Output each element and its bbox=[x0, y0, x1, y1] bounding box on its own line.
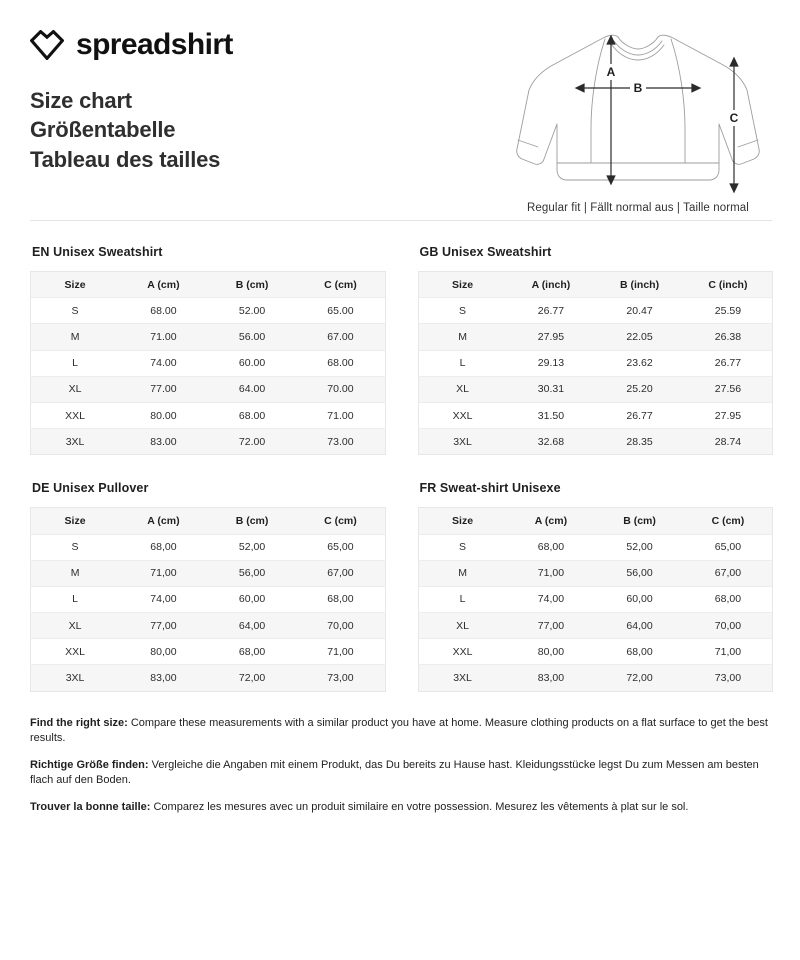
size-table-de bbox=[30, 507, 386, 691]
size-table-block-de bbox=[30, 481, 386, 691]
measure-label-c: C bbox=[729, 111, 739, 125]
table-row bbox=[31, 639, 386, 665]
header-left bbox=[30, 26, 233, 174]
column-header-a: A (cm) bbox=[119, 508, 208, 534]
page-title-en: Size chart bbox=[30, 88, 132, 113]
measuring-notes bbox=[0, 698, 800, 816]
table-row bbox=[418, 613, 773, 639]
cell-size: XXL bbox=[418, 402, 507, 428]
column-header-b: B (cm) bbox=[208, 272, 297, 298]
cell-b: 20.47 bbox=[595, 298, 684, 324]
header-right bbox=[504, 26, 772, 214]
cell-b: 26.77 bbox=[595, 402, 684, 428]
cell-c: 67,00 bbox=[684, 560, 773, 586]
column-header-c: C (cm) bbox=[296, 508, 385, 534]
column-header-b: B (cm) bbox=[208, 508, 297, 534]
cell-size: S bbox=[418, 534, 507, 560]
cell-size: M bbox=[418, 560, 507, 586]
page-title-de: Größentabelle bbox=[30, 117, 176, 143]
note-en-body: Compare these measurements with a similar product you have at home. Measure clothing products on a flat surface to get the best results. bbox=[30, 716, 768, 745]
cell-a: 32.68 bbox=[537, 435, 565, 448]
table-row bbox=[418, 350, 773, 376]
note-fr-lead: Trouver la bonne taille: bbox=[30, 801, 151, 814]
cell-b: 56,00 bbox=[208, 560, 297, 586]
cell-size: 3XL bbox=[453, 435, 472, 448]
cell-b: 28.35 bbox=[626, 435, 653, 448]
cell-a: 31.50 bbox=[507, 402, 596, 428]
page-title-fr: Tableau des tailles bbox=[30, 146, 221, 172]
cell-size: XL bbox=[31, 376, 120, 402]
cell-b: 56,00 bbox=[595, 560, 684, 586]
table-row bbox=[31, 665, 386, 691]
column-header-a: A (cm) bbox=[507, 508, 596, 534]
cell-c: 70,00 bbox=[296, 613, 385, 639]
cell-c: 27.56 bbox=[684, 376, 773, 402]
column-header-a: A (cm) bbox=[119, 272, 208, 298]
cell-b: 68,00 bbox=[208, 639, 297, 665]
cell-b: 52,00 bbox=[208, 534, 297, 560]
cell-size: XXL bbox=[31, 402, 120, 428]
size-table-title-en: EN Unisex Sweatshirt bbox=[32, 245, 163, 259]
cell-size: XL bbox=[31, 613, 120, 639]
table-row bbox=[418, 639, 773, 665]
cell-c: 68.00 bbox=[296, 350, 385, 376]
cell-size: XXL bbox=[418, 639, 507, 665]
cell-c: 67.00 bbox=[296, 324, 385, 350]
cell-a: 83,00 bbox=[537, 672, 565, 685]
cell-a: 71,00 bbox=[507, 560, 596, 586]
cell-b: 68.00 bbox=[208, 402, 297, 428]
cell-a: 27.95 bbox=[507, 324, 596, 350]
column-header-b: B (inch) bbox=[595, 272, 684, 298]
table-row bbox=[31, 560, 386, 586]
page-header bbox=[0, 0, 800, 212]
grid-spacer bbox=[30, 461, 386, 481]
cell-b: 60,00 bbox=[208, 586, 297, 612]
cell-b: 64,00 bbox=[208, 613, 297, 639]
table-row bbox=[418, 402, 773, 428]
cell-c: 68,00 bbox=[684, 586, 773, 612]
cell-c: 67,00 bbox=[296, 560, 385, 586]
note-de bbox=[30, 758, 770, 789]
table-row bbox=[31, 613, 386, 639]
cell-a: 26.77 bbox=[507, 298, 596, 324]
cell-b: 60,00 bbox=[595, 586, 684, 612]
size-table-gb bbox=[418, 271, 774, 455]
cell-size: M bbox=[31, 324, 120, 350]
cell-a: 68,00 bbox=[507, 534, 596, 560]
table-row bbox=[31, 350, 386, 376]
table-header-row bbox=[31, 272, 386, 298]
cell-a: 80.00 bbox=[119, 402, 208, 428]
cell-c: 65.00 bbox=[296, 298, 385, 324]
cell-c: 71.00 bbox=[296, 402, 385, 428]
cell-size: 3XL bbox=[453, 672, 472, 685]
grid-spacer bbox=[418, 461, 774, 481]
cell-b: 64,00 bbox=[595, 613, 684, 639]
table-row bbox=[418, 324, 773, 350]
sweatshirt-diagram bbox=[513, 28, 763, 196]
cell-size: S bbox=[31, 298, 120, 324]
measure-label-b: B bbox=[633, 81, 643, 95]
brand-lockup bbox=[30, 30, 233, 60]
cell-size: L bbox=[31, 586, 120, 612]
cell-size: 3XL bbox=[65, 672, 85, 685]
brand-name: spreadshirt bbox=[76, 28, 233, 61]
column-header-size: Size bbox=[31, 508, 120, 534]
column-header-a: A (inch) bbox=[507, 272, 596, 298]
cell-a: 29.13 bbox=[507, 350, 596, 376]
table-row bbox=[31, 534, 386, 560]
column-header-c: C (cm) bbox=[296, 272, 385, 298]
note-de-lead: Richtige Größe finden: bbox=[30, 758, 149, 771]
column-header-size: Size bbox=[31, 272, 120, 298]
note-en-lead: Find the right size: bbox=[30, 716, 128, 729]
size-table-title-de: DE Unisex Pullover bbox=[32, 481, 149, 496]
measure-arrow-a bbox=[607, 36, 615, 184]
cell-b: 64.00 bbox=[208, 376, 297, 402]
cell-b: 22.05 bbox=[595, 324, 684, 350]
table-row bbox=[418, 665, 773, 691]
cell-b: 72.00 bbox=[238, 435, 266, 448]
cell-a: 83.00 bbox=[150, 435, 177, 448]
column-header-c: C (inch) bbox=[684, 272, 773, 298]
cell-c: 71,00 bbox=[684, 639, 773, 665]
cell-size: M bbox=[31, 560, 120, 586]
cell-a: 68.00 bbox=[119, 298, 208, 324]
cell-c: 25.59 bbox=[684, 298, 773, 324]
measure-label-a: A bbox=[606, 65, 616, 79]
cell-a: 74,00 bbox=[119, 586, 208, 612]
cell-c: 73,00 bbox=[327, 672, 354, 685]
cell-c: 28.74 bbox=[714, 435, 742, 448]
heart-outline-icon bbox=[30, 30, 64, 60]
cell-b: 60.00 bbox=[208, 350, 297, 376]
cell-size: XXL bbox=[31, 639, 120, 665]
size-table-fr bbox=[418, 507, 774, 691]
cell-c: 70,00 bbox=[684, 613, 773, 639]
cell-b: 23.62 bbox=[595, 350, 684, 376]
size-table-en bbox=[30, 271, 386, 455]
cell-a: 77.00 bbox=[119, 376, 208, 402]
column-header-c: C (cm) bbox=[684, 508, 773, 534]
table-row bbox=[31, 376, 386, 402]
cell-a: 77,00 bbox=[119, 613, 208, 639]
table-row bbox=[418, 429, 773, 455]
table-row bbox=[418, 560, 773, 586]
cell-b: 72,00 bbox=[238, 672, 266, 685]
table-row bbox=[31, 402, 386, 428]
cell-c: 27.95 bbox=[684, 402, 773, 428]
table-row bbox=[31, 429, 386, 455]
cell-a: 80,00 bbox=[507, 639, 596, 665]
size-table-block-fr bbox=[418, 481, 774, 691]
table-row bbox=[418, 586, 773, 612]
size-table-block-en bbox=[30, 245, 386, 455]
cell-a: 74.00 bbox=[119, 350, 208, 376]
cell-a: 74,00 bbox=[507, 586, 596, 612]
column-header-size: Size bbox=[418, 508, 507, 534]
cell-c: 73,00 bbox=[714, 672, 742, 685]
cell-a: 83,00 bbox=[150, 672, 177, 685]
note-de-body: Vergleiche die Angaben mit einem Produkt, das Du bereits zu Hause hast. Kleidungsstücke legst Du zum Messen am besten flach auf den Boden. bbox=[30, 758, 759, 787]
column-header-b: B (cm) bbox=[595, 508, 684, 534]
cell-a: 30.31 bbox=[507, 376, 596, 402]
cell-size: XL bbox=[418, 376, 507, 402]
cell-a: 71.00 bbox=[119, 324, 208, 350]
table-row bbox=[31, 298, 386, 324]
table-row bbox=[31, 586, 386, 612]
cell-a: 77,00 bbox=[507, 613, 596, 639]
cell-c: 65,00 bbox=[684, 534, 773, 560]
fit-caption: Regular fit | Fällt normal aus | Taille normal bbox=[527, 202, 749, 214]
size-tables-grid bbox=[0, 221, 800, 698]
table-row bbox=[418, 376, 773, 402]
cell-b: 25.20 bbox=[595, 376, 684, 402]
cell-c: 68,00 bbox=[296, 586, 385, 612]
cell-b: 72,00 bbox=[626, 672, 653, 685]
cell-size: XL bbox=[418, 613, 507, 639]
cell-c: 26.38 bbox=[684, 324, 773, 350]
cell-size: 3XL bbox=[65, 435, 85, 448]
cell-a: 80,00 bbox=[119, 639, 208, 665]
cell-size: L bbox=[418, 586, 507, 612]
cell-c: 73.00 bbox=[327, 435, 354, 448]
size-table-title-gb: GB Unisex Sweatshirt bbox=[419, 245, 552, 259]
page-title bbox=[30, 86, 233, 174]
size-table-title-fr: FR Sweat-shirt Unisexe bbox=[419, 481, 561, 496]
column-header-size: Size bbox=[418, 272, 507, 298]
table-header-row bbox=[418, 272, 773, 298]
cell-size: S bbox=[418, 298, 507, 324]
cell-c: 26.77 bbox=[684, 350, 773, 376]
cell-a: 68,00 bbox=[119, 534, 208, 560]
cell-a: 71,00 bbox=[119, 560, 208, 586]
sweatshirt-illustration-svg bbox=[513, 28, 763, 196]
cell-size: L bbox=[418, 350, 507, 376]
table-row bbox=[418, 534, 773, 560]
note-fr-body: Comparez les mesures avec un produit similaire en votre possession. Mesurez les vêtements à plat sur le sol. bbox=[150, 801, 689, 814]
cell-c: 70.00 bbox=[296, 376, 385, 402]
size-table-block-gb bbox=[418, 245, 774, 455]
cell-b: 68,00 bbox=[595, 639, 684, 665]
note-fr bbox=[30, 800, 770, 816]
table-row bbox=[31, 324, 386, 350]
cell-c: 65,00 bbox=[296, 534, 385, 560]
table-header-row bbox=[418, 508, 773, 534]
note-en bbox=[30, 716, 770, 747]
cell-c: 71,00 bbox=[296, 639, 385, 665]
table-header-row bbox=[31, 508, 386, 534]
cell-size: L bbox=[31, 350, 120, 376]
cell-b: 56.00 bbox=[208, 324, 297, 350]
cell-b: 52,00 bbox=[595, 534, 684, 560]
table-row bbox=[418, 298, 773, 324]
cell-size: S bbox=[31, 534, 120, 560]
cell-b: 52.00 bbox=[208, 298, 297, 324]
cell-size: M bbox=[418, 324, 507, 350]
